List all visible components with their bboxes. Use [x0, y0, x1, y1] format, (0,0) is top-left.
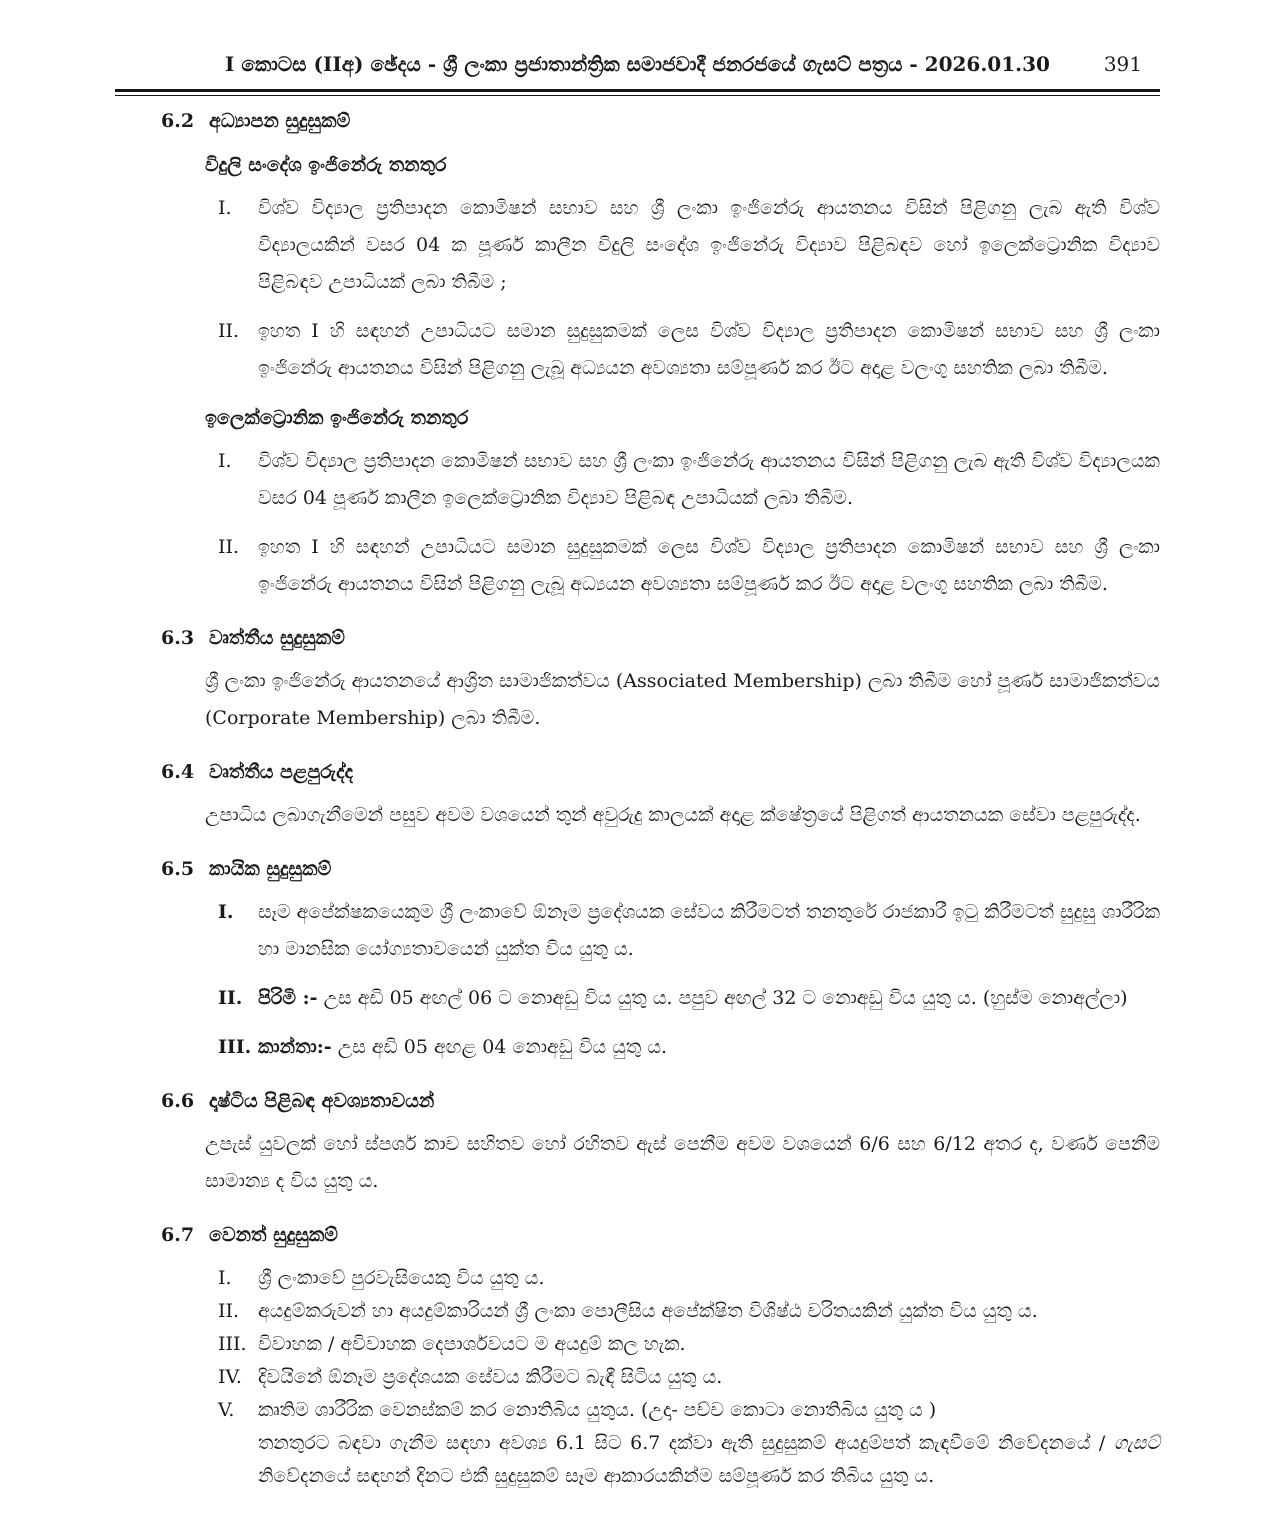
list-item [115, 1029, 1160, 1066]
section-heading-6-6 [115, 1088, 1160, 1114]
section-heading-6-5 [115, 856, 1160, 882]
list-item-text [258, 1029, 1160, 1066]
list-item-text: දිවයිනේ ඕනෑම ප්‍රදේශයක සේවය කිරීමට බැඳී සිටිය යුතු ය. [258, 1366, 723, 1388]
page-header-title: I කොටස (IIඅ) ඡේදය - ශ්‍රී ලංකා ප්‍රජාතාන්ත්‍රික සමාජවාදී ජනරජයේ ගැසට් පත්‍රය - 2026.01.30 [225, 52, 1050, 76]
roman-numeral: I. [218, 901, 234, 923]
page-header [115, 52, 1160, 80]
section-heading-6-3 [115, 625, 1160, 651]
note-text: නිවේදනයේ සඳහන් දිනට එකී සුදුසුකම් සෑම ආකාරයකින්ම සම්පූර්ණ කර තිබිය යුතු ය. [258, 1465, 935, 1487]
section-title: අධ්‍යාපන සුදුසුකම් [209, 110, 351, 132]
section-number: 6.5 [161, 858, 195, 880]
section-heading-6-2 [115, 108, 1160, 134]
header-rule [115, 89, 1160, 96]
list-item-text [258, 980, 1160, 1017]
list-item [115, 1262, 1160, 1295]
section-title: කායික සුදුසුකම් [209, 858, 332, 880]
section-number: 6.3 [161, 627, 195, 649]
list-item-text: ඉහත I හි සඳහන් උපාධියට සමාන සුදුසුකමක් ලෙස විශ්ව විද්‍යාල ප්‍රතිපාදන කොමිෂන් සභාව සහ ශ්‍රී ලංකා ඉංජිනේරු ආයතනය විසින් පිළිගනු ලැබූ අධ්‍යයන අවශ්‍යතා සම්පූර්ණ කර ඊට අදාළ වලංගු සහතික ලබා තිබීම. [258, 536, 1160, 595]
section-body: උපැස් යුවලක් හෝ ස්පර්ශ කාච සහිතව හෝ රහිතව ඇස් පෙනීම අවම වශයෙන් 6/6 සහ 6/12 අතර ද, වර්ණ පෙනීම සාමාන්‍ය ද විය යුතු ය. [205, 1133, 1160, 1192]
list-item-text: විශ්ව විද්‍යාල ප්‍රතිපාදන කොමිෂන් සභාව සහ ශ්‍රී ලංකා ඉංජිනේරු ආයතනය විසින් පිළිගනු ලැබ ඇති විශ්ව විද්‍යාලයකින් වසර 04 ක පූර්ණ කාලීන විදුලි සංදේශ ඉංජිනේරු විද්‍යාව පිළිබඳව හෝ ඉලෙක්ට්‍රොනික විද්‍යාව පිළිබඳව උපාධියක් ලබා තිබීම ; [258, 197, 1160, 293]
roman-numeral: I. [218, 1267, 232, 1289]
section-body: ශ්‍රී ලංකා ඉංජිනේරු ආයතනයේ ආශ්‍රිත සාමාජිකත්වය (Associated Membership) ලබා තිබීම හෝ පූර්ණ සාමාජිකත්වය (Corporate Membership) ලබා තිබීම. [205, 670, 1160, 729]
roman-numeral: III. [218, 1333, 247, 1355]
list-item-prefix: කාන්තා:- [258, 1036, 332, 1058]
list-item [115, 1328, 1160, 1361]
roman-numeral: I. [218, 197, 232, 219]
note-text: තනතුරට බඳවා ගැනීම සඳහා අවශ්‍ය 6.1 සිට 6.7 දක්වා ඇති සුදුසුකම් අයදුම්පත් කැඳවීමේ නිවේදනයේ / [258, 1432, 1114, 1454]
post-heading-electronic-engineer: ඉලෙක්ට්‍රොනික ඉංජිනේරු තනතුර [205, 407, 469, 429]
list-item-text: විවාහක / අවිවාහක දෙපාර්ශවයට ම අයදුම් කල හැක. [258, 1333, 686, 1355]
section-body: උපාධිය ලබාගැනීමෙන් පසුව අවම වශයෙන් තුන් අවුරුදු කාලයක් අදාළ ක්ෂේත්‍රයේ පිළිගත් ආයතනයක සේවා පළපුරුද්ද. [205, 804, 1141, 826]
roman-numeral: II. [218, 536, 240, 558]
list-item [115, 1295, 1160, 1328]
list-item [115, 313, 1160, 387]
roman-numeral: V. [218, 1399, 235, 1421]
section-number: 6.2 [161, 110, 195, 132]
list-item-text: කෘතිම ශාරීරික වෙනස්කම් කර නොතිබිය යුතුය. (උදා- පච්ච කොටා නොතිබිය යුතු ය ) [258, 1399, 937, 1421]
list-item [115, 443, 1160, 517]
section-title: වෘත්තීය පළපුරුද්ද [209, 761, 354, 783]
section-number: 6.7 [161, 1224, 195, 1246]
list-item-text: විශ්ව විද්‍යාල ප්‍රතිපාදන කොමිෂන් සභාව සහ ශ්‍රී ලංකා ඉංජිනේරු ආයතනය විසින් පිළිගනු ලැබ ඇති විශ්ව විද්‍යාලයක වසර 04 පූර්ණ කාලීන ඉලෙක්ට්‍රොනික විද්‍යාව පිළිබඳ උපාධියක් ලබා තිබීම. [258, 450, 1160, 509]
list-item-body: උස අඩි 05 අඟළ 04 නොඅඩු විය යුතු ය. [337, 1036, 668, 1058]
list-item-text: සෑම අපේක්ෂකයෙකුම ශ්‍රී ලංකාවේ ඕනෑම ප්‍රදේශයක සේවය කිරීමටත් තනතුරේ රාජකාරී ඉටු කිරීමටත් සුදුසු ශාරීරික හා මානසික යෝග්‍යතාවයෙන් යුක්ත විය යුතු ය. [258, 901, 1160, 960]
section-heading-6-7 [115, 1222, 1160, 1248]
roman-numeral: I. [218, 450, 232, 472]
list-item [115, 1394, 1160, 1427]
note-italic-word: ගැසට් [1113, 1432, 1160, 1454]
section-title: දෘෂ්ටිය පිළිබඳ අවශ්‍යතාවයන් [209, 1090, 435, 1112]
post-heading-telecom-engineer: විදුලි සංදේශ ඉංජිනේරු තනතුර [205, 154, 447, 176]
list-item-text: ශ්‍රී ලංකාවේ පුරවැසියෙකු විය යුතු ය. [258, 1267, 545, 1289]
list-item [115, 1361, 1160, 1394]
list-item [115, 894, 1160, 968]
roman-numeral: IV. [218, 1366, 242, 1388]
list-item [115, 529, 1160, 603]
closing-note [258, 1427, 1160, 1493]
roman-numeral: II. [218, 1300, 240, 1322]
list-item-body: උස අඩි 05 අඟල් 06 ට නොඅඩු විය යුතු ය. පපුව අඟල් 32 ට නොඅඩු විය යුතු ය. (හුස්ම නොඅල්ලා) [323, 987, 1128, 1009]
page-number: 391 [1103, 52, 1142, 76]
roman-numeral: II. [218, 320, 240, 342]
section-title: වෙනත් සුදුසුකම් [209, 1224, 338, 1246]
list-item-text: ඉහත I හි සඳහන් උපාධියට සමාන සුදුසුකමක් ලෙස විශ්ව විද්‍යාල ප්‍රතිපාදන කොමිෂන් සභාව සහ ශ්‍රී ලංකා ඉංජිනේරු ආයතනය විසින් පිළිගනු ලැබූ අධ්‍යයන අවශ්‍යතා සම්පූර්ණ කර ඊට අදාළ වලංගු සහතික ලබා තිබීම. [258, 320, 1160, 379]
list-item [115, 190, 1160, 301]
roman-numeral: III. [218, 1036, 252, 1058]
roman-numeral: II. [218, 987, 243, 1009]
section-number: 6.6 [161, 1090, 195, 1112]
section-title: වෘත්තීය සුදුසුකම් [209, 627, 345, 649]
section-number: 6.4 [161, 761, 195, 783]
section-heading-6-4 [115, 759, 1160, 785]
list-item [115, 980, 1160, 1017]
list-item-text: අයදුම්කරුවන් හා අයදුම්කාරියන් ශ්‍රී ලංකා පොලීසිය අපේක්ෂිත විශිෂ්ඨ චරිතයකින් යුක්ත විය යුතු ය. [258, 1300, 1038, 1322]
list-item-prefix: පිරිමි :- [258, 987, 318, 1009]
other-qualifications-list [115, 1262, 1160, 1493]
